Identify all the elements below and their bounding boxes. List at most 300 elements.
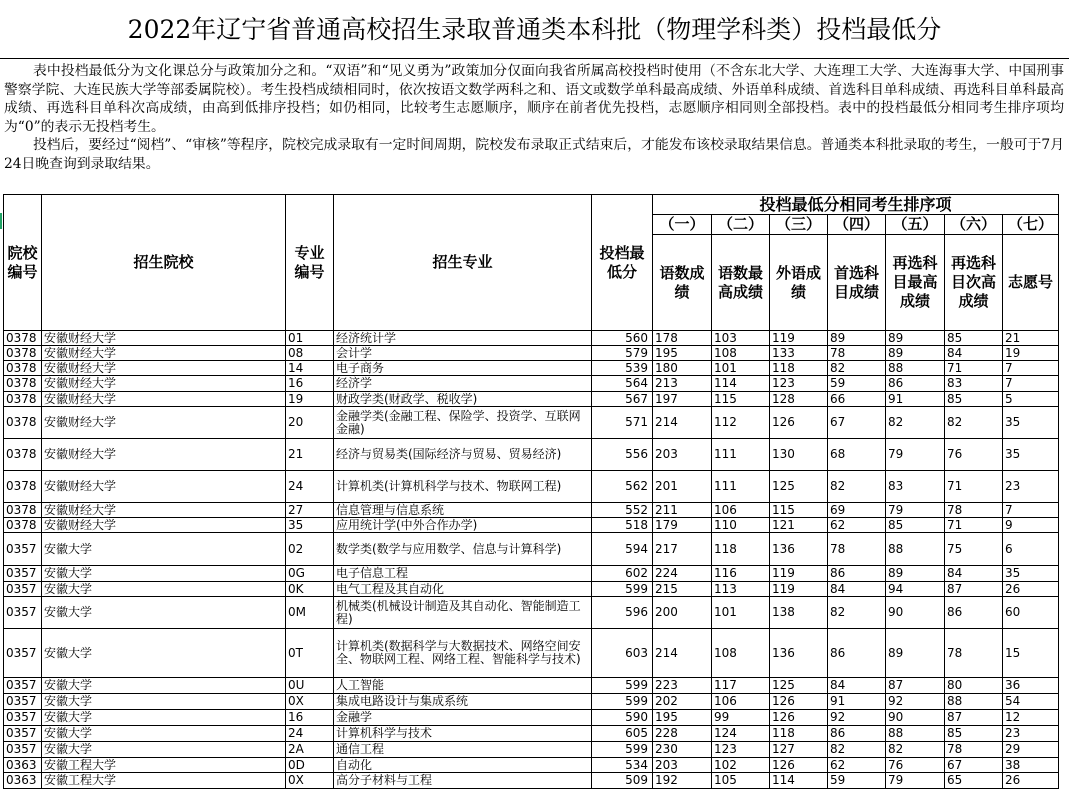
cell-sort-2: 111	[712, 439, 770, 471]
cell-min-score: 599	[592, 742, 653, 758]
cell-sort-4: 66	[828, 392, 886, 407]
table-row	[4, 361, 1059, 376]
cell-sort-6: 76	[945, 439, 1003, 471]
table-row	[4, 503, 1059, 518]
cell-sort-4: 84	[828, 582, 886, 597]
cell-sort-3: 118	[770, 726, 828, 742]
cell-sort-5: 89	[886, 331, 945, 346]
cell-major-code: 27	[286, 503, 334, 518]
header-sort-num: （四）	[828, 215, 886, 235]
cell-school-name: 安徽工程大学	[42, 773, 286, 789]
cell-school-code: 0357	[4, 742, 42, 758]
cell-sort-1: 213	[653, 376, 712, 392]
cell-sort-6: 75	[945, 533, 1003, 566]
cell-sort-4: 67	[828, 407, 886, 439]
cell-sort-3: 133	[770, 346, 828, 361]
cell-major-name: 经济统计学	[334, 331, 592, 346]
cell-school-code: 0378	[4, 392, 42, 407]
cell-major-code: 0X	[286, 773, 334, 789]
cell-sort-3: 118	[770, 361, 828, 376]
cell-sort-2: 108	[712, 629, 770, 678]
cell-sort-4: 78	[828, 346, 886, 361]
cell-major-code: 0G	[286, 566, 334, 582]
cell-sort-7: 23	[1003, 471, 1059, 503]
cell-school-name: 安徽财经大学	[42, 361, 286, 376]
cell-school-code: 0357	[4, 710, 42, 726]
cell-major-name: 信息管理与信息系统	[334, 503, 592, 518]
cell-major-code: 0T	[286, 629, 334, 678]
cell-school-name: 安徽大学	[42, 726, 286, 742]
cell-sort-5: 79	[886, 773, 945, 789]
table-row	[4, 758, 1059, 773]
header-sort-label: 志愿号	[1003, 235, 1059, 331]
cell-sort-2: 106	[712, 503, 770, 518]
cell-major-code: 16	[286, 376, 334, 392]
cell-major-name: 集成电路设计与集成系统	[334, 694, 592, 710]
intro-paragraph: 投档后，要经过“阅档”、“审核”等程序，院校完成录取有一定时间周期，院校发布录取正式结束后，才能发布该校录取结果信息。普通类本科批录取的考生，一般可于7月24日晚查询到录取结果。	[4, 137, 1064, 172]
cell-sort-1: 203	[653, 758, 712, 773]
cell-school-name: 安徽财经大学	[42, 376, 286, 392]
cell-sort-5: 94	[886, 582, 945, 597]
cell-major-name: 电气工程及其自动化	[334, 582, 592, 597]
cell-sort-3: 114	[770, 773, 828, 789]
cell-sort-2: 105	[712, 773, 770, 789]
cell-sort-6: 80	[945, 678, 1003, 694]
table-row	[4, 533, 1059, 566]
cell-major-code: 19	[286, 392, 334, 407]
header-sort-num: （五）	[886, 215, 945, 235]
cell-sort-7: 7	[1003, 361, 1059, 376]
cell-sort-5: 88	[886, 533, 945, 566]
cell-school-code: 0357	[4, 582, 42, 597]
cell-sort-7: 36	[1003, 678, 1059, 694]
cell-sort-4: 86	[828, 566, 886, 582]
cell-sort-6: 78	[945, 629, 1003, 678]
cell-school-code: 0378	[4, 471, 42, 503]
header-major-code: 专业编号	[286, 195, 334, 331]
cell-major-name: 数学类(数学与应用数学、信息与计算科学)	[334, 533, 592, 566]
cell-sort-6: 71	[945, 518, 1003, 533]
header-sort-label: 再选科目次高成绩	[945, 235, 1003, 331]
cell-sort-3: 138	[770, 597, 828, 629]
table-row	[4, 773, 1059, 789]
cell-sort-6: 84	[945, 346, 1003, 361]
cell-sort-4: 89	[828, 331, 886, 346]
cell-sort-3: 119	[770, 582, 828, 597]
table-row	[4, 331, 1059, 346]
cell-sort-5: 82	[886, 742, 945, 758]
cell-sort-4: 91	[828, 694, 886, 710]
cell-sort-2: 99	[712, 710, 770, 726]
cell-sort-1: 202	[653, 694, 712, 710]
cell-major-code: 24	[286, 471, 334, 503]
cell-sort-1: 179	[653, 518, 712, 533]
cell-sort-1: 200	[653, 597, 712, 629]
table-row	[4, 710, 1059, 726]
header-sort-num: （二）	[712, 215, 770, 235]
cell-sort-2: 114	[712, 376, 770, 392]
cell-sort-4: 68	[828, 439, 886, 471]
cell-sort-7: 60	[1003, 597, 1059, 629]
cell-sort-6: 67	[945, 758, 1003, 773]
cell-major-name: 金融学类(金融工程、保险学、投资学、互联网金融)	[334, 407, 592, 439]
cell-sort-4: 62	[828, 518, 886, 533]
cell-school-name: 安徽财经大学	[42, 439, 286, 471]
cell-sort-3: 126	[770, 694, 828, 710]
cell-major-code: 21	[286, 439, 334, 471]
cell-sort-7: 38	[1003, 758, 1059, 773]
cell-sort-1: 214	[653, 407, 712, 439]
cell-school-code: 0378	[4, 439, 42, 471]
table-body	[4, 331, 1059, 789]
cell-major-name: 经济学	[334, 376, 592, 392]
cell-min-score: 599	[592, 678, 653, 694]
cell-school-name: 安徽财经大学	[42, 407, 286, 439]
cell-min-score: 552	[592, 503, 653, 518]
intro-text	[4, 62, 1064, 173]
cell-major-code: 20	[286, 407, 334, 439]
table-row	[4, 694, 1059, 710]
cell-min-score: 571	[592, 407, 653, 439]
cell-major-code: 0K	[286, 582, 334, 597]
cell-major-name: 人工智能	[334, 678, 592, 694]
cell-sort-5: 88	[886, 726, 945, 742]
cell-min-score: 562	[592, 471, 653, 503]
cell-school-code: 0378	[4, 361, 42, 376]
cell-sort-3: 136	[770, 629, 828, 678]
cell-sort-6: 82	[945, 407, 1003, 439]
cell-sort-6: 85	[945, 331, 1003, 346]
cell-major-name: 机械类(机械设计制造及其自动化、智能制造工程)	[334, 597, 592, 629]
cell-sort-1: 215	[653, 582, 712, 597]
header-major-name: 招生专业	[334, 195, 592, 331]
cell-min-score: 594	[592, 533, 653, 566]
cell-school-name: 安徽大学	[42, 629, 286, 678]
cell-major-name: 计算机类(计算机科学与技术、物联网工程)	[334, 471, 592, 503]
cell-sort-6: 71	[945, 361, 1003, 376]
cell-sort-7: 19	[1003, 346, 1059, 361]
cell-min-score: 590	[592, 710, 653, 726]
cell-school-name: 安徽财经大学	[42, 346, 286, 361]
cell-sort-2: 102	[712, 758, 770, 773]
cell-sort-4: 59	[828, 773, 886, 789]
cell-sort-5: 82	[886, 407, 945, 439]
cell-sort-3: 119	[770, 331, 828, 346]
cell-major-name: 财政学类(财政学、税收学)	[334, 392, 592, 407]
cell-major-name: 计算机科学与技术	[334, 726, 592, 742]
cell-sort-5: 90	[886, 710, 945, 726]
cell-sort-7: 35	[1003, 439, 1059, 471]
cell-major-code: 0U	[286, 678, 334, 694]
cell-sort-5: 89	[886, 346, 945, 361]
cell-selection-marker	[0, 213, 2, 229]
cell-sort-6: 85	[945, 392, 1003, 407]
cell-school-code: 0357	[4, 694, 42, 710]
cell-school-code: 0378	[4, 376, 42, 392]
header-school-name: 招生院校	[42, 195, 286, 331]
header-sort-group: 投档最低分相同考生排序项	[653, 195, 1059, 215]
cell-sort-1: 203	[653, 439, 712, 471]
cell-sort-1: 211	[653, 503, 712, 518]
cell-school-name: 安徽财经大学	[42, 503, 286, 518]
cell-sort-7: 6	[1003, 533, 1059, 566]
cell-sort-2: 116	[712, 566, 770, 582]
cell-school-code: 0378	[4, 503, 42, 518]
cell-sort-1: 214	[653, 629, 712, 678]
cell-sort-4: 62	[828, 758, 886, 773]
cell-major-code: 35	[286, 518, 334, 533]
cell-major-code: 24	[286, 726, 334, 742]
cell-sort-6: 65	[945, 773, 1003, 789]
cell-sort-6: 84	[945, 566, 1003, 582]
header-sort-num: （一）	[653, 215, 712, 235]
cell-sort-3: 126	[770, 407, 828, 439]
cell-sort-6: 85	[945, 726, 1003, 742]
cell-sort-7: 54	[1003, 694, 1059, 710]
cell-sort-1: 228	[653, 726, 712, 742]
cell-sort-2: 101	[712, 597, 770, 629]
cell-sort-7: 35	[1003, 407, 1059, 439]
cell-major-code: 14	[286, 361, 334, 376]
cell-school-name: 安徽大学	[42, 710, 286, 726]
cell-sort-2: 124	[712, 726, 770, 742]
cell-sort-2: 108	[712, 346, 770, 361]
cell-major-code: 0M	[286, 597, 334, 629]
cell-sort-2: 115	[712, 392, 770, 407]
cell-school-name: 安徽大学	[42, 566, 286, 582]
cell-sort-2: 113	[712, 582, 770, 597]
cell-sort-7: 26	[1003, 773, 1059, 789]
table-row	[4, 439, 1059, 471]
cell-min-score: 556	[592, 439, 653, 471]
cell-min-score: 564	[592, 376, 653, 392]
page-title: 2022年辽宁省普通高校招生录取普通类本科批（物理学科类）投档最低分	[0, 0, 1069, 59]
cell-min-score: 539	[592, 361, 653, 376]
cell-sort-2: 103	[712, 331, 770, 346]
cell-min-score: 518	[592, 518, 653, 533]
table-row	[4, 471, 1059, 503]
cell-sort-2: 101	[712, 361, 770, 376]
cell-sort-6: 78	[945, 742, 1003, 758]
table-row	[4, 392, 1059, 407]
cell-min-score: 599	[592, 582, 653, 597]
cell-school-name: 安徽大学	[42, 678, 286, 694]
cell-sort-7: 7	[1003, 503, 1059, 518]
cell-major-code: 2A	[286, 742, 334, 758]
cell-sort-2: 106	[712, 694, 770, 710]
cell-min-score: 534	[592, 758, 653, 773]
cell-sort-7: 7	[1003, 376, 1059, 392]
cell-sort-7: 9	[1003, 518, 1059, 533]
cell-sort-2: 118	[712, 533, 770, 566]
table-row	[4, 518, 1059, 533]
header-sort-label: 再选科目最高成绩	[886, 235, 945, 331]
cell-sort-4: 82	[828, 471, 886, 503]
intro-paragraph: 表中投档最低分为文化课总分与政策加分之和。“双语”和“见义勇为”政策加分仅面向我省所属高校投档时使用（不含东北大学、大连理工大学、大连海事大学、中国刑事警察学院、大连民族大学等部委属院校）。考生投档成绩相同时，依次按语文数学两科之和、语文或数学单科最高成绩、外语单科成绩、首选科目单科成绩、再选科目单科最高成绩、再选科目单科次高成绩，由高到低排序投档；如仍相同，比较考生志愿顺序，顺序在前者优先投档，志愿顺序相同则全部投档。表中的投档最低分相同考生排序项均为“0”的表示无投档考生。	[4, 63, 1064, 135]
header-school-code: 院校编号	[4, 195, 42, 331]
cell-sort-1: 217	[653, 533, 712, 566]
header-sort-label: 外语成绩	[770, 235, 828, 331]
cell-sort-3: 125	[770, 471, 828, 503]
table-row	[4, 376, 1059, 392]
cell-major-name: 电子商务	[334, 361, 592, 376]
cell-school-name: 安徽财经大学	[42, 331, 286, 346]
cell-sort-5: 83	[886, 471, 945, 503]
table-row	[4, 346, 1059, 361]
cell-sort-4: 59	[828, 376, 886, 392]
cell-sort-1: 230	[653, 742, 712, 758]
cell-major-name: 应用统计学(中外合作办学)	[334, 518, 592, 533]
cell-major-code: 16	[286, 710, 334, 726]
cell-sort-3: 126	[770, 710, 828, 726]
cell-min-score: 567	[592, 392, 653, 407]
cell-min-score: 579	[592, 346, 653, 361]
cell-sort-6: 87	[945, 710, 1003, 726]
cell-sort-5: 79	[886, 439, 945, 471]
cell-major-name: 电子信息工程	[334, 566, 592, 582]
cell-sort-6: 83	[945, 376, 1003, 392]
cell-sort-1: 197	[653, 392, 712, 407]
cell-sort-5: 91	[886, 392, 945, 407]
cell-sort-4: 69	[828, 503, 886, 518]
cell-sort-6: 86	[945, 597, 1003, 629]
cell-sort-7: 5	[1003, 392, 1059, 407]
cell-school-code: 0363	[4, 758, 42, 773]
cell-sort-1: 180	[653, 361, 712, 376]
cell-major-name: 自动化	[334, 758, 592, 773]
cell-min-score: 602	[592, 566, 653, 582]
cell-sort-7: 23	[1003, 726, 1059, 742]
header-sort-label: 首选科目成绩	[828, 235, 886, 331]
cell-sort-5: 86	[886, 376, 945, 392]
cell-major-name: 金融学	[334, 710, 592, 726]
cell-major-code: 08	[286, 346, 334, 361]
cell-min-score: 599	[592, 694, 653, 710]
cell-school-code: 0357	[4, 533, 42, 566]
cell-sort-3: 130	[770, 439, 828, 471]
cell-sort-2: 110	[712, 518, 770, 533]
cell-school-name: 安徽大学	[42, 742, 286, 758]
table-row	[4, 629, 1059, 678]
cell-sort-7: 35	[1003, 566, 1059, 582]
cell-sort-1: 201	[653, 471, 712, 503]
cell-school-code: 0357	[4, 726, 42, 742]
cell-sort-3: 127	[770, 742, 828, 758]
cell-sort-6: 87	[945, 582, 1003, 597]
cell-major-code: 0D	[286, 758, 334, 773]
cell-major-name: 经济与贸易类(国际经济与贸易、贸易经济)	[334, 439, 592, 471]
cell-major-code: 02	[286, 533, 334, 566]
cell-sort-5: 92	[886, 694, 945, 710]
cell-major-code: 0X	[286, 694, 334, 710]
cell-sort-2: 111	[712, 471, 770, 503]
table-row	[4, 582, 1059, 597]
table-row	[4, 597, 1059, 629]
cell-sort-4: 84	[828, 678, 886, 694]
cell-school-name: 安徽财经大学	[42, 471, 286, 503]
cell-school-code: 0357	[4, 629, 42, 678]
cell-sort-1: 178	[653, 331, 712, 346]
cell-sort-3: 128	[770, 392, 828, 407]
cell-sort-5: 79	[886, 503, 945, 518]
cell-school-name: 安徽大学	[42, 597, 286, 629]
cell-school-code: 0378	[4, 346, 42, 361]
cell-school-name: 安徽大学	[42, 582, 286, 597]
cell-sort-2: 117	[712, 678, 770, 694]
header-min-score: 投档最低分	[592, 195, 653, 331]
cell-sort-3: 115	[770, 503, 828, 518]
header-sort-num: （三）	[770, 215, 828, 235]
cell-sort-6: 71	[945, 471, 1003, 503]
cell-sort-3: 121	[770, 518, 828, 533]
cell-sort-1: 223	[653, 678, 712, 694]
admission-table	[3, 194, 1059, 789]
cell-sort-4: 82	[828, 597, 886, 629]
cell-school-name: 安徽大学	[42, 694, 286, 710]
cell-school-name: 安徽财经大学	[42, 392, 286, 407]
cell-major-code: 01	[286, 331, 334, 346]
cell-min-score: 560	[592, 331, 653, 346]
cell-sort-5: 88	[886, 361, 945, 376]
cell-sort-7: 29	[1003, 742, 1059, 758]
cell-sort-2: 123	[712, 742, 770, 758]
cell-min-score: 596	[592, 597, 653, 629]
cell-school-code: 0363	[4, 773, 42, 789]
cell-sort-1: 224	[653, 566, 712, 582]
header-sort-label: 语数成绩	[653, 235, 712, 331]
cell-sort-3: 126	[770, 758, 828, 773]
table-row	[4, 678, 1059, 694]
table-row	[4, 407, 1059, 439]
cell-min-score: 603	[592, 629, 653, 678]
cell-school-code: 0378	[4, 518, 42, 533]
cell-sort-5: 89	[886, 566, 945, 582]
cell-sort-2: 112	[712, 407, 770, 439]
cell-major-name: 通信工程	[334, 742, 592, 758]
header-sort-label: 语数最高成绩	[712, 235, 770, 331]
cell-sort-7: 26	[1003, 582, 1059, 597]
cell-school-code: 0357	[4, 678, 42, 694]
header-sort-num: （七）	[1003, 215, 1059, 235]
cell-sort-5: 87	[886, 678, 945, 694]
cell-sort-4: 78	[828, 533, 886, 566]
cell-min-score: 509	[592, 773, 653, 789]
cell-sort-7: 21	[1003, 331, 1059, 346]
cell-sort-7: 15	[1003, 629, 1059, 678]
cell-sort-4: 82	[828, 361, 886, 376]
cell-sort-6: 88	[945, 694, 1003, 710]
cell-sort-5: 90	[886, 597, 945, 629]
cell-sort-1: 192	[653, 773, 712, 789]
cell-school-code: 0357	[4, 597, 42, 629]
cell-major-name: 会计学	[334, 346, 592, 361]
table-row	[4, 742, 1059, 758]
cell-sort-5: 76	[886, 758, 945, 773]
table-row	[4, 726, 1059, 742]
cell-sort-5: 85	[886, 518, 945, 533]
cell-major-name: 计算机类(数据科学与大数据技术、网络空间安全、物联网工程、网络工程、智能科学与技术)	[334, 629, 592, 678]
cell-sort-5: 89	[886, 629, 945, 678]
cell-sort-6: 78	[945, 503, 1003, 518]
cell-sort-3: 125	[770, 678, 828, 694]
cell-school-code: 0378	[4, 407, 42, 439]
cell-min-score: 605	[592, 726, 653, 742]
cell-sort-7: 12	[1003, 710, 1059, 726]
cell-sort-4: 82	[828, 742, 886, 758]
cell-major-name: 高分子材料与工程	[334, 773, 592, 789]
cell-school-code: 0357	[4, 566, 42, 582]
header-sort-num: （六）	[945, 215, 1003, 235]
